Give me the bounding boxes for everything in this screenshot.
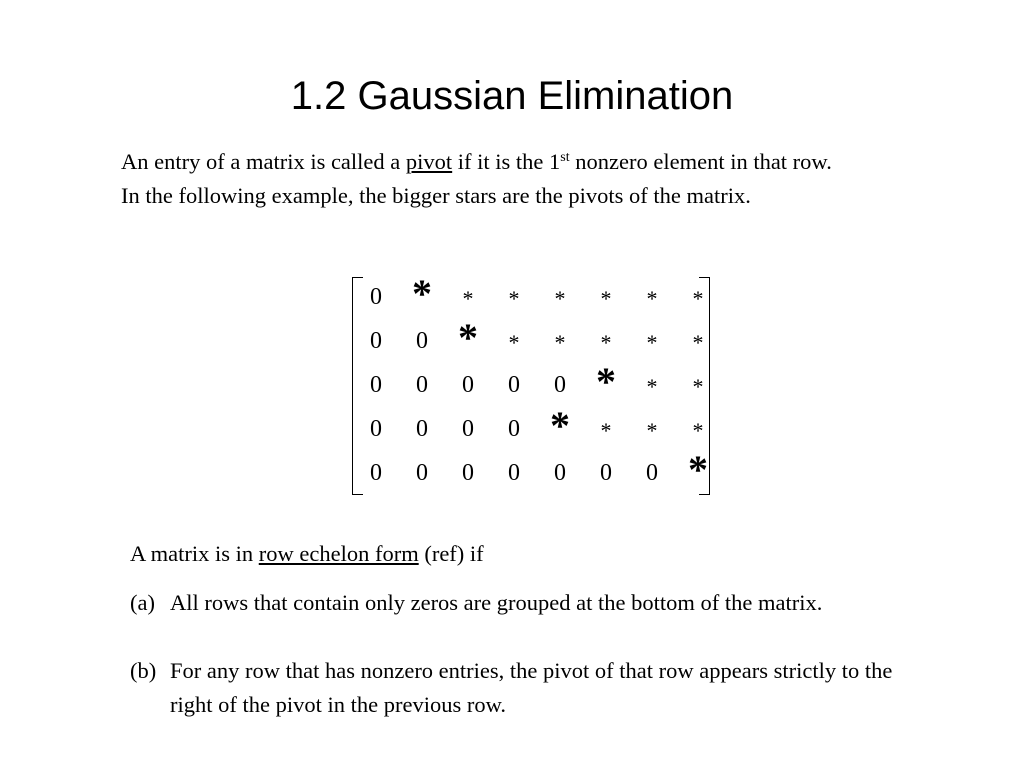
- matrix-star: *: [692, 330, 704, 355]
- condition-text: For any row that has nonzero entries, the pivot of that row appears strictly to the right of the pivot in the previous row.: [170, 658, 893, 717]
- matrix-entry: 0: [370, 416, 382, 442]
- matrix-row: [352, 359, 710, 405]
- matrix-star: *: [692, 374, 704, 399]
- matrix-entry: 0: [370, 328, 382, 354]
- matrix-star: *: [692, 286, 704, 311]
- matrix-star: *: [692, 418, 704, 443]
- matrix-entry: 0: [554, 460, 566, 486]
- matrix-star: *: [646, 330, 658, 355]
- ref-text-end: (ref) if: [418, 541, 484, 566]
- matrix-row: [352, 271, 710, 317]
- matrix-star: *: [600, 418, 612, 443]
- example-matrix: [352, 271, 710, 495]
- matrix-star: *: [600, 330, 612, 355]
- matrix-star: *: [646, 286, 658, 311]
- matrix-entry: 0: [508, 416, 520, 442]
- matrix-entry: 0: [508, 372, 520, 398]
- ordinal-superscript: st: [560, 150, 570, 165]
- condition-b: [130, 654, 920, 722]
- matrix-entry: 0: [600, 460, 612, 486]
- condition-label: (b): [130, 658, 157, 683]
- pivot-definition: [121, 145, 931, 179]
- matrix-entry: 0: [462, 460, 474, 486]
- condition-text: All rows that contain only zeros are grouped at the bottom of the matrix.: [170, 590, 823, 615]
- matrix-entry: 0: [416, 416, 428, 442]
- definition-text-end: nonzero element in that row.: [569, 149, 832, 174]
- example-note: In the following example, the bigger stars are the pivots of the matrix.: [121, 183, 751, 208]
- matrix-pivot: *: [596, 359, 616, 404]
- matrix-entry: 0: [462, 416, 474, 442]
- matrix-entry: 0: [370, 460, 382, 486]
- matrix-entry: 0: [416, 460, 428, 486]
- ref-definition: [130, 537, 930, 571]
- matrix-star: *: [462, 286, 474, 311]
- matrix-pivot: *: [412, 271, 432, 316]
- condition-a: [130, 586, 920, 620]
- condition-label: (a): [130, 590, 155, 615]
- pivot-term: pivot: [405, 149, 453, 174]
- slide-title: 1.2 Gaussian Elimination: [290, 74, 734, 118]
- definition-text-start: An entry of a matrix is called a: [121, 149, 406, 174]
- definition-text-mid: if it is the 1: [452, 149, 561, 174]
- matrix-entry: 0: [370, 284, 382, 310]
- ref-term: row echelon form: [258, 541, 419, 566]
- matrix-entry: 0: [416, 328, 428, 354]
- matrix-star: *: [508, 286, 520, 311]
- matrix-entry: 0: [646, 460, 658, 486]
- matrix-star: *: [508, 330, 520, 355]
- matrix-pivot: *: [688, 447, 708, 492]
- matrix-row: [352, 447, 710, 493]
- matrix-entry: 0: [462, 372, 474, 398]
- matrix-row: [352, 403, 710, 449]
- intro-paragraph: [121, 145, 931, 213]
- ref-text-start: A matrix is in: [130, 541, 259, 566]
- matrix-pivot: *: [550, 403, 570, 448]
- matrix-entry: 0: [508, 460, 520, 486]
- matrix-star: *: [554, 286, 566, 311]
- matrix-star: *: [554, 330, 566, 355]
- matrix-pivot: *: [458, 315, 478, 360]
- matrix-entry: 0: [554, 372, 566, 398]
- matrix-star: *: [646, 374, 658, 399]
- matrix-star: *: [646, 418, 658, 443]
- matrix-entry: 0: [416, 372, 428, 398]
- matrix-row: [352, 315, 710, 361]
- matrix-star: *: [600, 286, 612, 311]
- matrix-entry: 0: [370, 372, 382, 398]
